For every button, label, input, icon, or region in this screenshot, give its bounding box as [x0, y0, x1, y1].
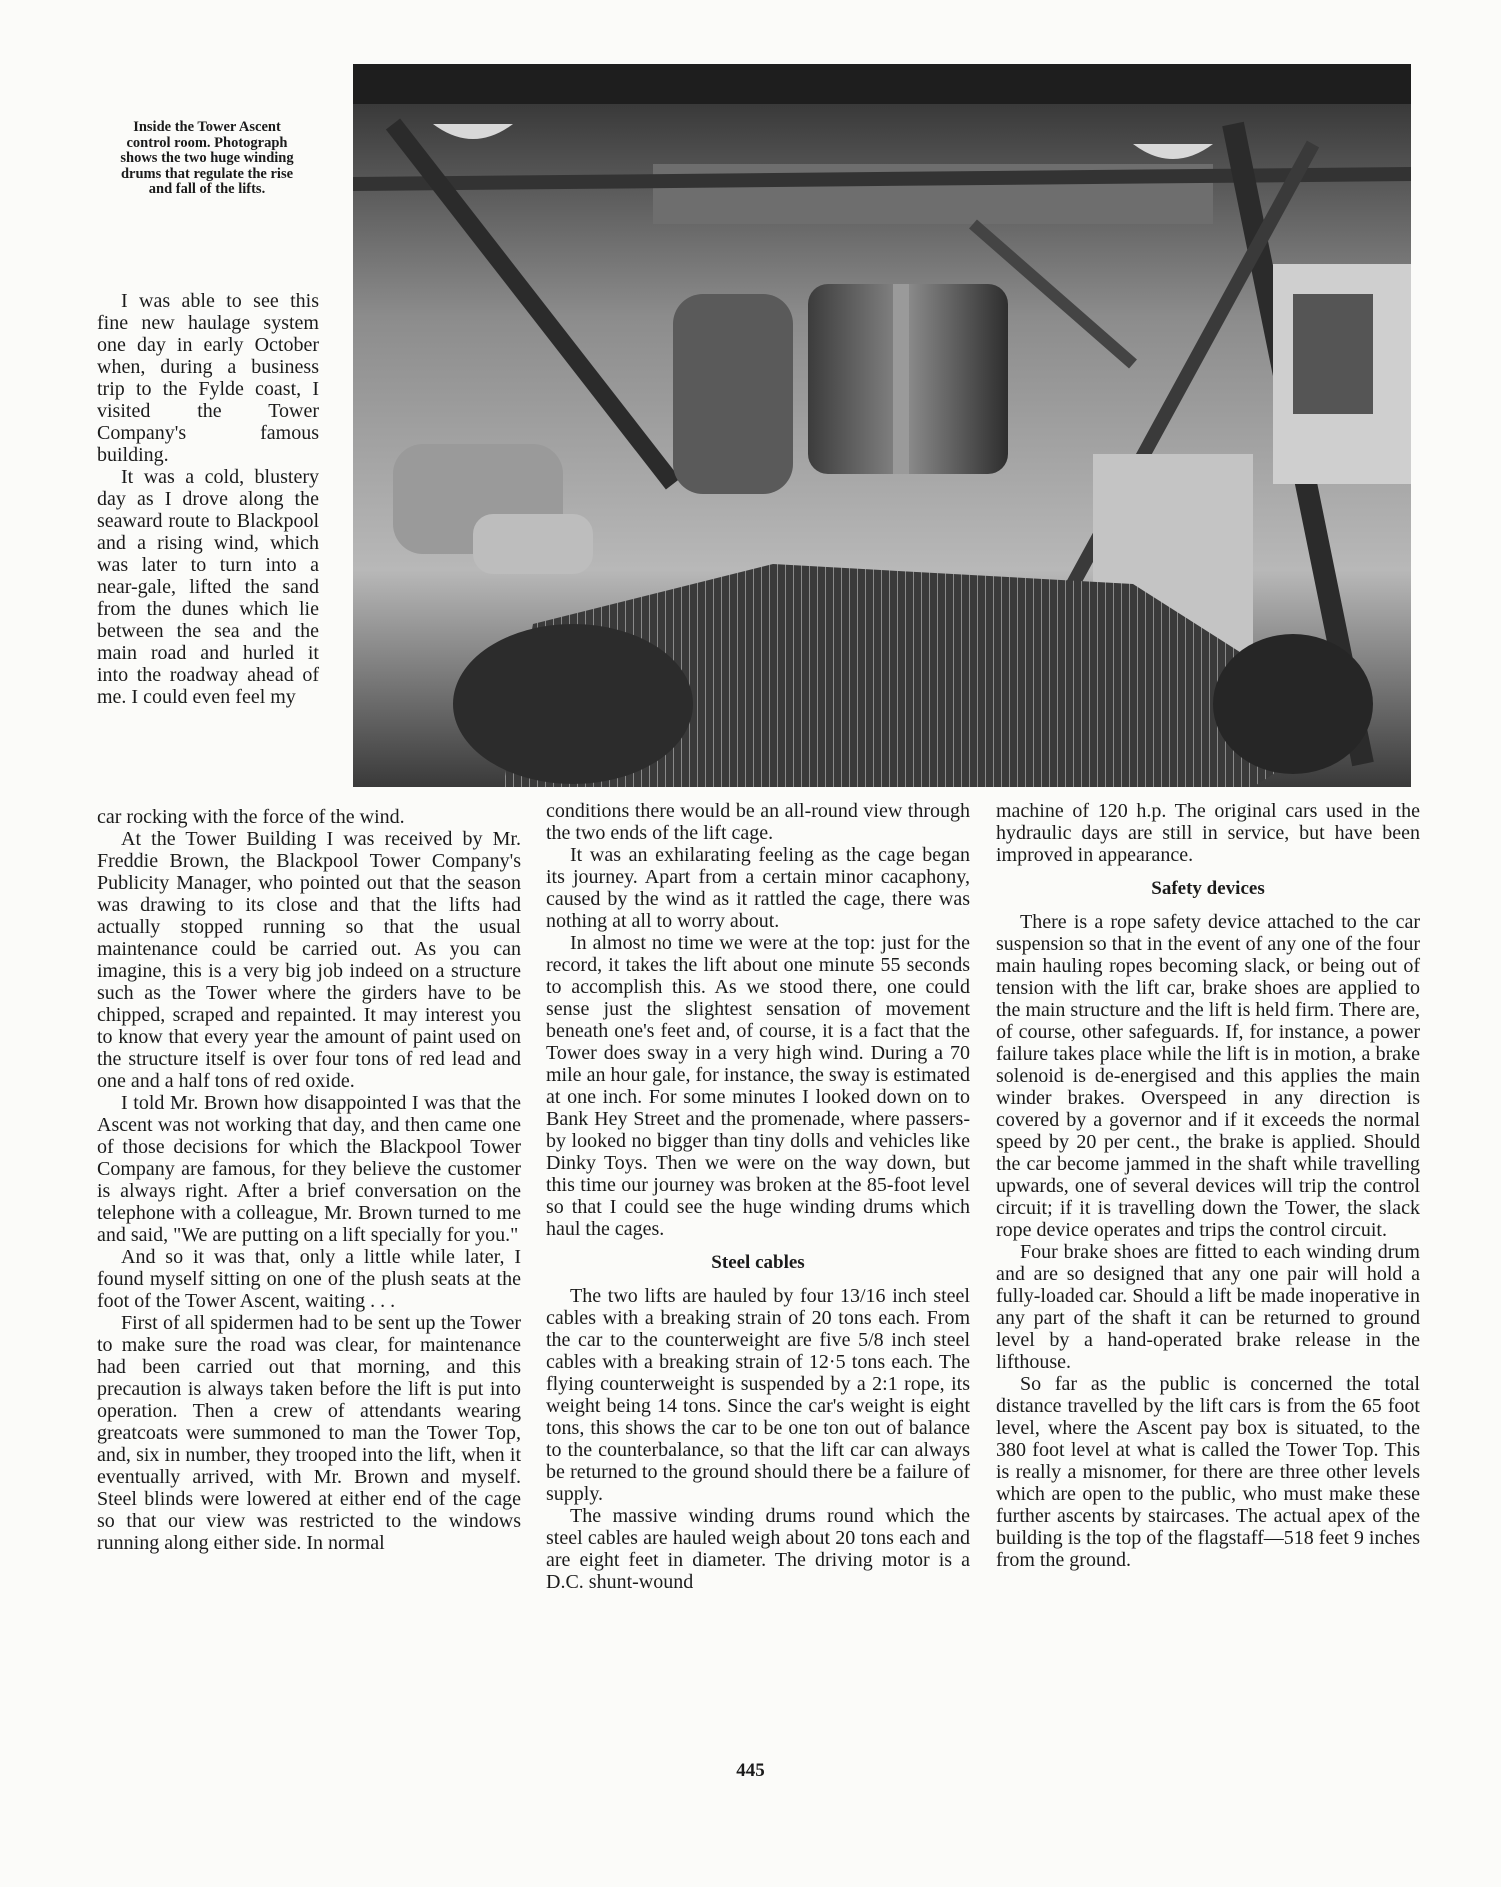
column-1: [97, 806, 521, 1554]
intro-text: [97, 290, 319, 708]
paragraph: There is a rope safety device attached to the car suspension so that in the event of any one of the four main hauling ropes becoming slack, or being out of tension with the lift car, brake shoes are applied to the main structure and the lift is held firm. There are, of course, other safeguards. If, for instance, a power failure takes place while the lift is in motion, a brake solenoid is de-energised and this applies the main winder brakes. Overspeed in any direction is covered by a governor and if it exceeds the normal speed by 20 per cent., the brake is applied. Should the car become jammed in the shaft while travelling upwards, one of several devices will trip the control circuit; if it is travelling down the Tower, the slack rope device operates and trips the control circuit.: [996, 911, 1420, 1241]
page-number: 445: [736, 1760, 765, 1781]
paragraph: In almost no time we were at the top: just for the record, it takes the lift about one minute 55 seconds to accomplish this. As we stood there, one could sense just the slightest sensation of movement beneath one's feet and, of course, it is a fact that the Tower does sway in a very high wind. During a 70 mile an hour gale, for instance, the sway is estimated at one inch. For some minutes I looked down on to Bank Hey Street and the promenade, where passers-by looked no bigger than tiny dolls and vehicles like Dinky Toys. Then we were on the way down, but this time our journey was broken at the 85-foot level so that I could see the huge winding drums which haul the cages.: [546, 932, 970, 1240]
photo-caption: Inside the Tower Ascent control room. Photograph shows the two huge winding drums that regulate the rise and fall of the lifts.: [120, 119, 294, 197]
paragraph: So far as the public is concerned the total distance travelled by the lift cars is from the 65 foot level, where the Ascent pay box is situated, to the 380 foot level at what is called the Tower Top. This is really a misnomer, for there are three other levels which are open to the public, who must make these further ascents by staircases. The actual apex of the building is the top of the flagstaff—518 feet 9 inches from the ground.: [996, 1373, 1420, 1571]
paragraph: machine of 120 h.p. The original cars used in the hydraulic days are still in service, but have been improved in appearance.: [996, 800, 1420, 866]
winding-drums-photo: [353, 64, 1411, 787]
intro-paragraph: It was a cold, blustery day as I drove along the seaward route to Blackpool and a rising wind, which was later to turn into a near-gale, lifted the sand from the dunes which lie between the sea and the main road and hurled it into the roadway ahead of me. I could even feel my: [97, 466, 319, 708]
paragraph: At the Tower Building I was received by Mr. Freddie Brown, the Blackpool Tower Company's Publicity Manager, who pointed out that the season was drawing to its close and that the lifts had actually stopped running so that the usual maintenance could be carried out. As you can imagine, this is a very big job indeed on a structure such as the Tower where the girders have to be chipped, scraped and repainted. It may interest you to know that every year the amount of paint used on the structure itself is over four tons of red lead and one and a half tons of red oxide.: [97, 828, 521, 1092]
paragraph: First of all spidermen had to be sent up the Tower to make sure the road was clear, for maintenance had been carried out that morning, and this precaution is always taken before the lift is put into operation. Then a crew of attendants wearing greatcoats were summoned to man the Tower Top, and, six in number, they trooped into the lift, when it eventually arrived, with Mr. Brown and myself. Steel blinds were lowered at either end of the cage so that our view was restricted to the windows running along either side. In normal: [97, 1312, 521, 1554]
section-heading: Safety devices: [1151, 878, 1265, 899]
paragraph: It was an exhilarating feeling as the cage began its journey. Apart from a certain minor cacaphony, caused by the wind as it rattled the cage, there was nothing at all to worry about.: [546, 844, 970, 932]
paragraph: car rocking with the force of the wind.: [97, 806, 405, 828]
column-3: [996, 800, 1420, 1571]
intro-paragraph: I was able to see this fine new haulage system one day in early October when, during a business trip to the Fylde coast, I visited the Tower Company's famous building.: [97, 290, 319, 466]
section-heading: Steel cables: [711, 1252, 805, 1273]
paragraph: The massive winding drums round which the steel cables are hauled weigh about 20 tons each and are eight feet in diameter. The driving motor is a D.C. shunt-wound: [546, 1505, 970, 1593]
paragraph: And so it was that, only a little while later, I found myself sitting on one of the plush seats at the foot of the Tower Ascent, waiting . . .: [97, 1246, 521, 1312]
paragraph: I told Mr. Brown how disappointed I was that the Ascent was not working that day, and then came one of those decisions for which the Blackpool Tower Company are famous, for they believe the customer is always right. After a brief conversation on the telephone with a colleague, Mr. Brown turned to me and said, "We are putting on a lift specially for you.": [97, 1092, 521, 1246]
paragraph: Four brake shoes are fitted to each winding drum and are so designed that any one pair will hold a fully-loaded car. Should a lift be made inoperative in any part of the shaft it can be returned to ground level by a hand-operated brake release in the lifthouse.: [996, 1241, 1420, 1373]
winding-drums-photo-icon: [353, 64, 1411, 787]
paragraph: conditions there would be an all-round view through the two ends of the lift cage.: [546, 800, 970, 844]
paragraph: The two lifts are hauled by four 13/16 inch steel cables with a breaking strain of 20 tons each. From the car to the counterweight are five 5/8 inch steel cables with a breaking strain of 12·5 tons each. The flying counterweight is suspended by a 2:1 rope, its weight being 14 tons. Since the car's weight is eight tons, this shows the car to be one ton out of balance to the counterbalance, so that the lift car can always be returned to the ground should there be a failure of supply.: [546, 1285, 970, 1505]
column-2: [546, 800, 970, 1593]
